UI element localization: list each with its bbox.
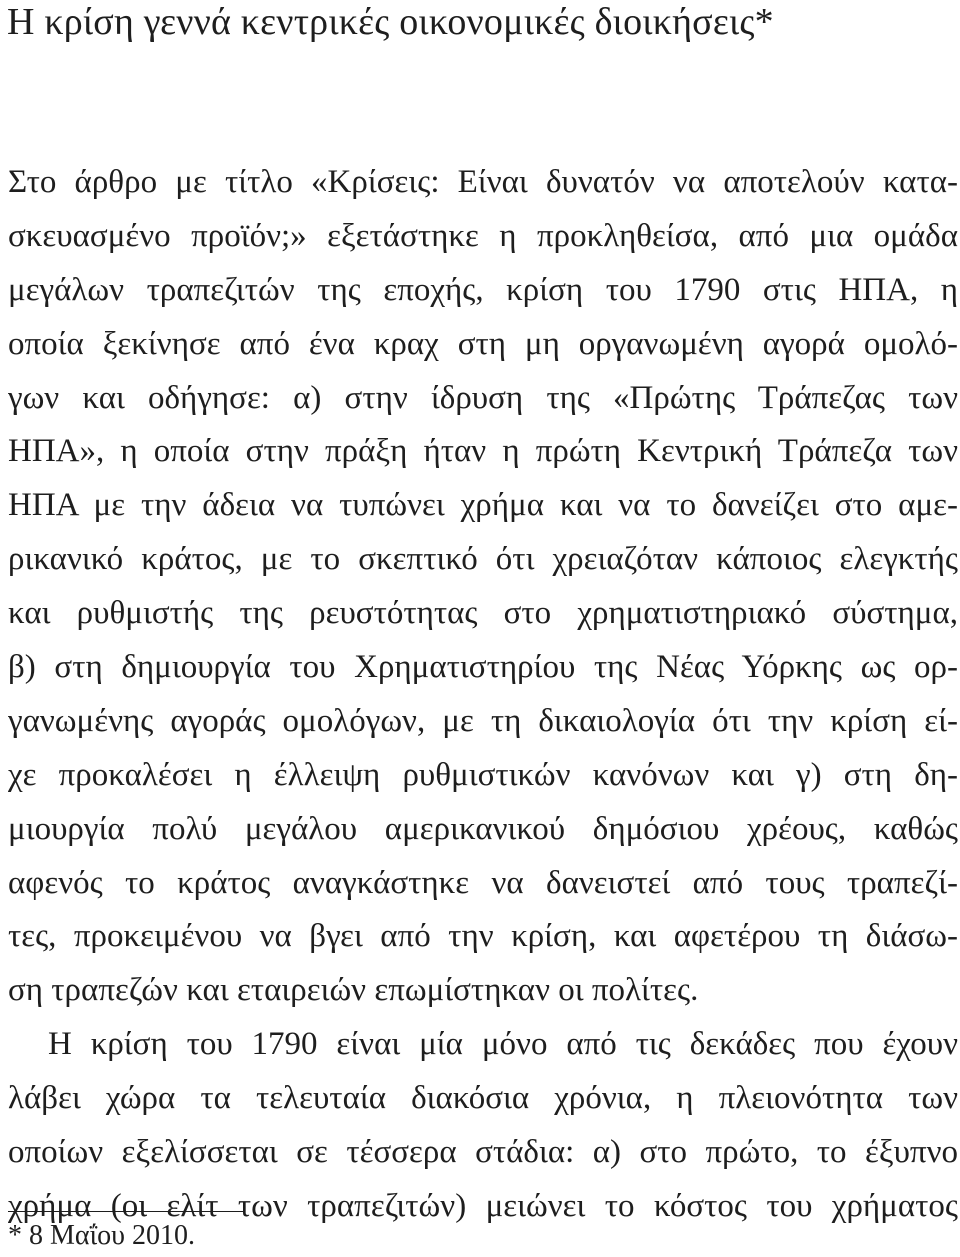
paragraph-2-line-3: οποίων εξελίσσεται σε τέσσερα στάδια: α) στο πρώτο, το έξυπνο xyxy=(8,1134,958,1171)
paragraph-1-line-3: μεγάλων τραπεζιτών της εποχής, κρίση του 1790 στις ΗΠΑ, η xyxy=(8,271,958,308)
paragraph-1-line-14: αφενός το κράτος αναγκάστηκε να δανειστεί από τους τραπεζί- xyxy=(8,864,958,901)
paragraph-2-line-1: Η κρίση του 1790 είναι μία μόνο από τις δεκάδες που έχουν xyxy=(48,1026,958,1063)
chapter-title: Η κρίση γεννά κεντρικές οικονομικές διοικήσεις* xyxy=(7,1,774,43)
paragraph-1-line-7: ΗΠΑ με την άδεια να τυπώνει χρήμα και να το δανείζει στο αμε- xyxy=(8,487,958,524)
paragraph-2-line-4: χρήμα (οι ελίτ των τραπεζιτών) μειώνει το κόστος του χρήματος xyxy=(8,1187,958,1224)
paragraph-1-line-8: ρικανικό κράτος, με το σκεπτικό ότι χρειαζόταν κάποιος ελεγκτής xyxy=(8,541,958,578)
footnote-separator xyxy=(8,1211,245,1212)
footnote: * 8 Μαΐου 2010. xyxy=(8,1220,195,1251)
body-text xyxy=(8,156,958,1234)
paragraph-1-line-2: σκευασμένο προϊόν;» εξετάστηκε η προκληθείσα, από μια ομάδα xyxy=(8,217,958,254)
paragraph-2-line-2: λάβει χώρα τα τελευταία διακόσια χρόνια, η πλειονότητα των xyxy=(8,1080,958,1117)
paragraph-1-line-5: γων και οδήγησε: α) στην ίδρυση της «Πρώτης Τράπεζας των xyxy=(8,379,958,416)
paragraph-1-line-10: β) στη δημιουργία του Χρηματιστηρίου της Νέας Υόρκης ως ορ- xyxy=(8,649,958,686)
paragraph-1-line-12: χε προκαλέσει η έλλειψη ρυθμιστικών κανόνων και γ) στη δη- xyxy=(8,756,958,793)
paragraph-1-line-6: ΗΠΑ», η οποία στην πράξη ήταν η πρώτη Κεντρική Τράπεζα των xyxy=(8,433,958,470)
paragraph-1-line-11: γανωμένης αγοράς ομολόγων, με τη δικαιολογία ότι την κρίση εί- xyxy=(8,702,958,739)
paragraph-1-line-4: οποία ξεκίνησε από ένα κραχ στη μη οργανωμένη αγορά ομολό- xyxy=(8,325,958,362)
paragraph-1-line-1: Στο άρθρο με τίτλο «Κρίσεις: Είναι δυνατόν να αποτελούν κατα- xyxy=(8,164,958,200)
paragraph-1-line-13: μιουργία πολύ μεγάλου αμερικανικού δημόσιου χρέους, καθώς xyxy=(8,810,958,847)
paragraph-1-line-16: ση τραπεζών και εταιρειών επωμίστηκαν οι πολίτες. xyxy=(8,972,699,1009)
paragraph-1-line-9: και ρυθμιστής της ρευστότητας στο χρηματιστηριακό σύστημα, xyxy=(8,595,958,632)
paragraph-1-line-15: τες, προκειμένου να βγει από την κρίση, και αφετέρου τη διάσω- xyxy=(8,918,958,955)
